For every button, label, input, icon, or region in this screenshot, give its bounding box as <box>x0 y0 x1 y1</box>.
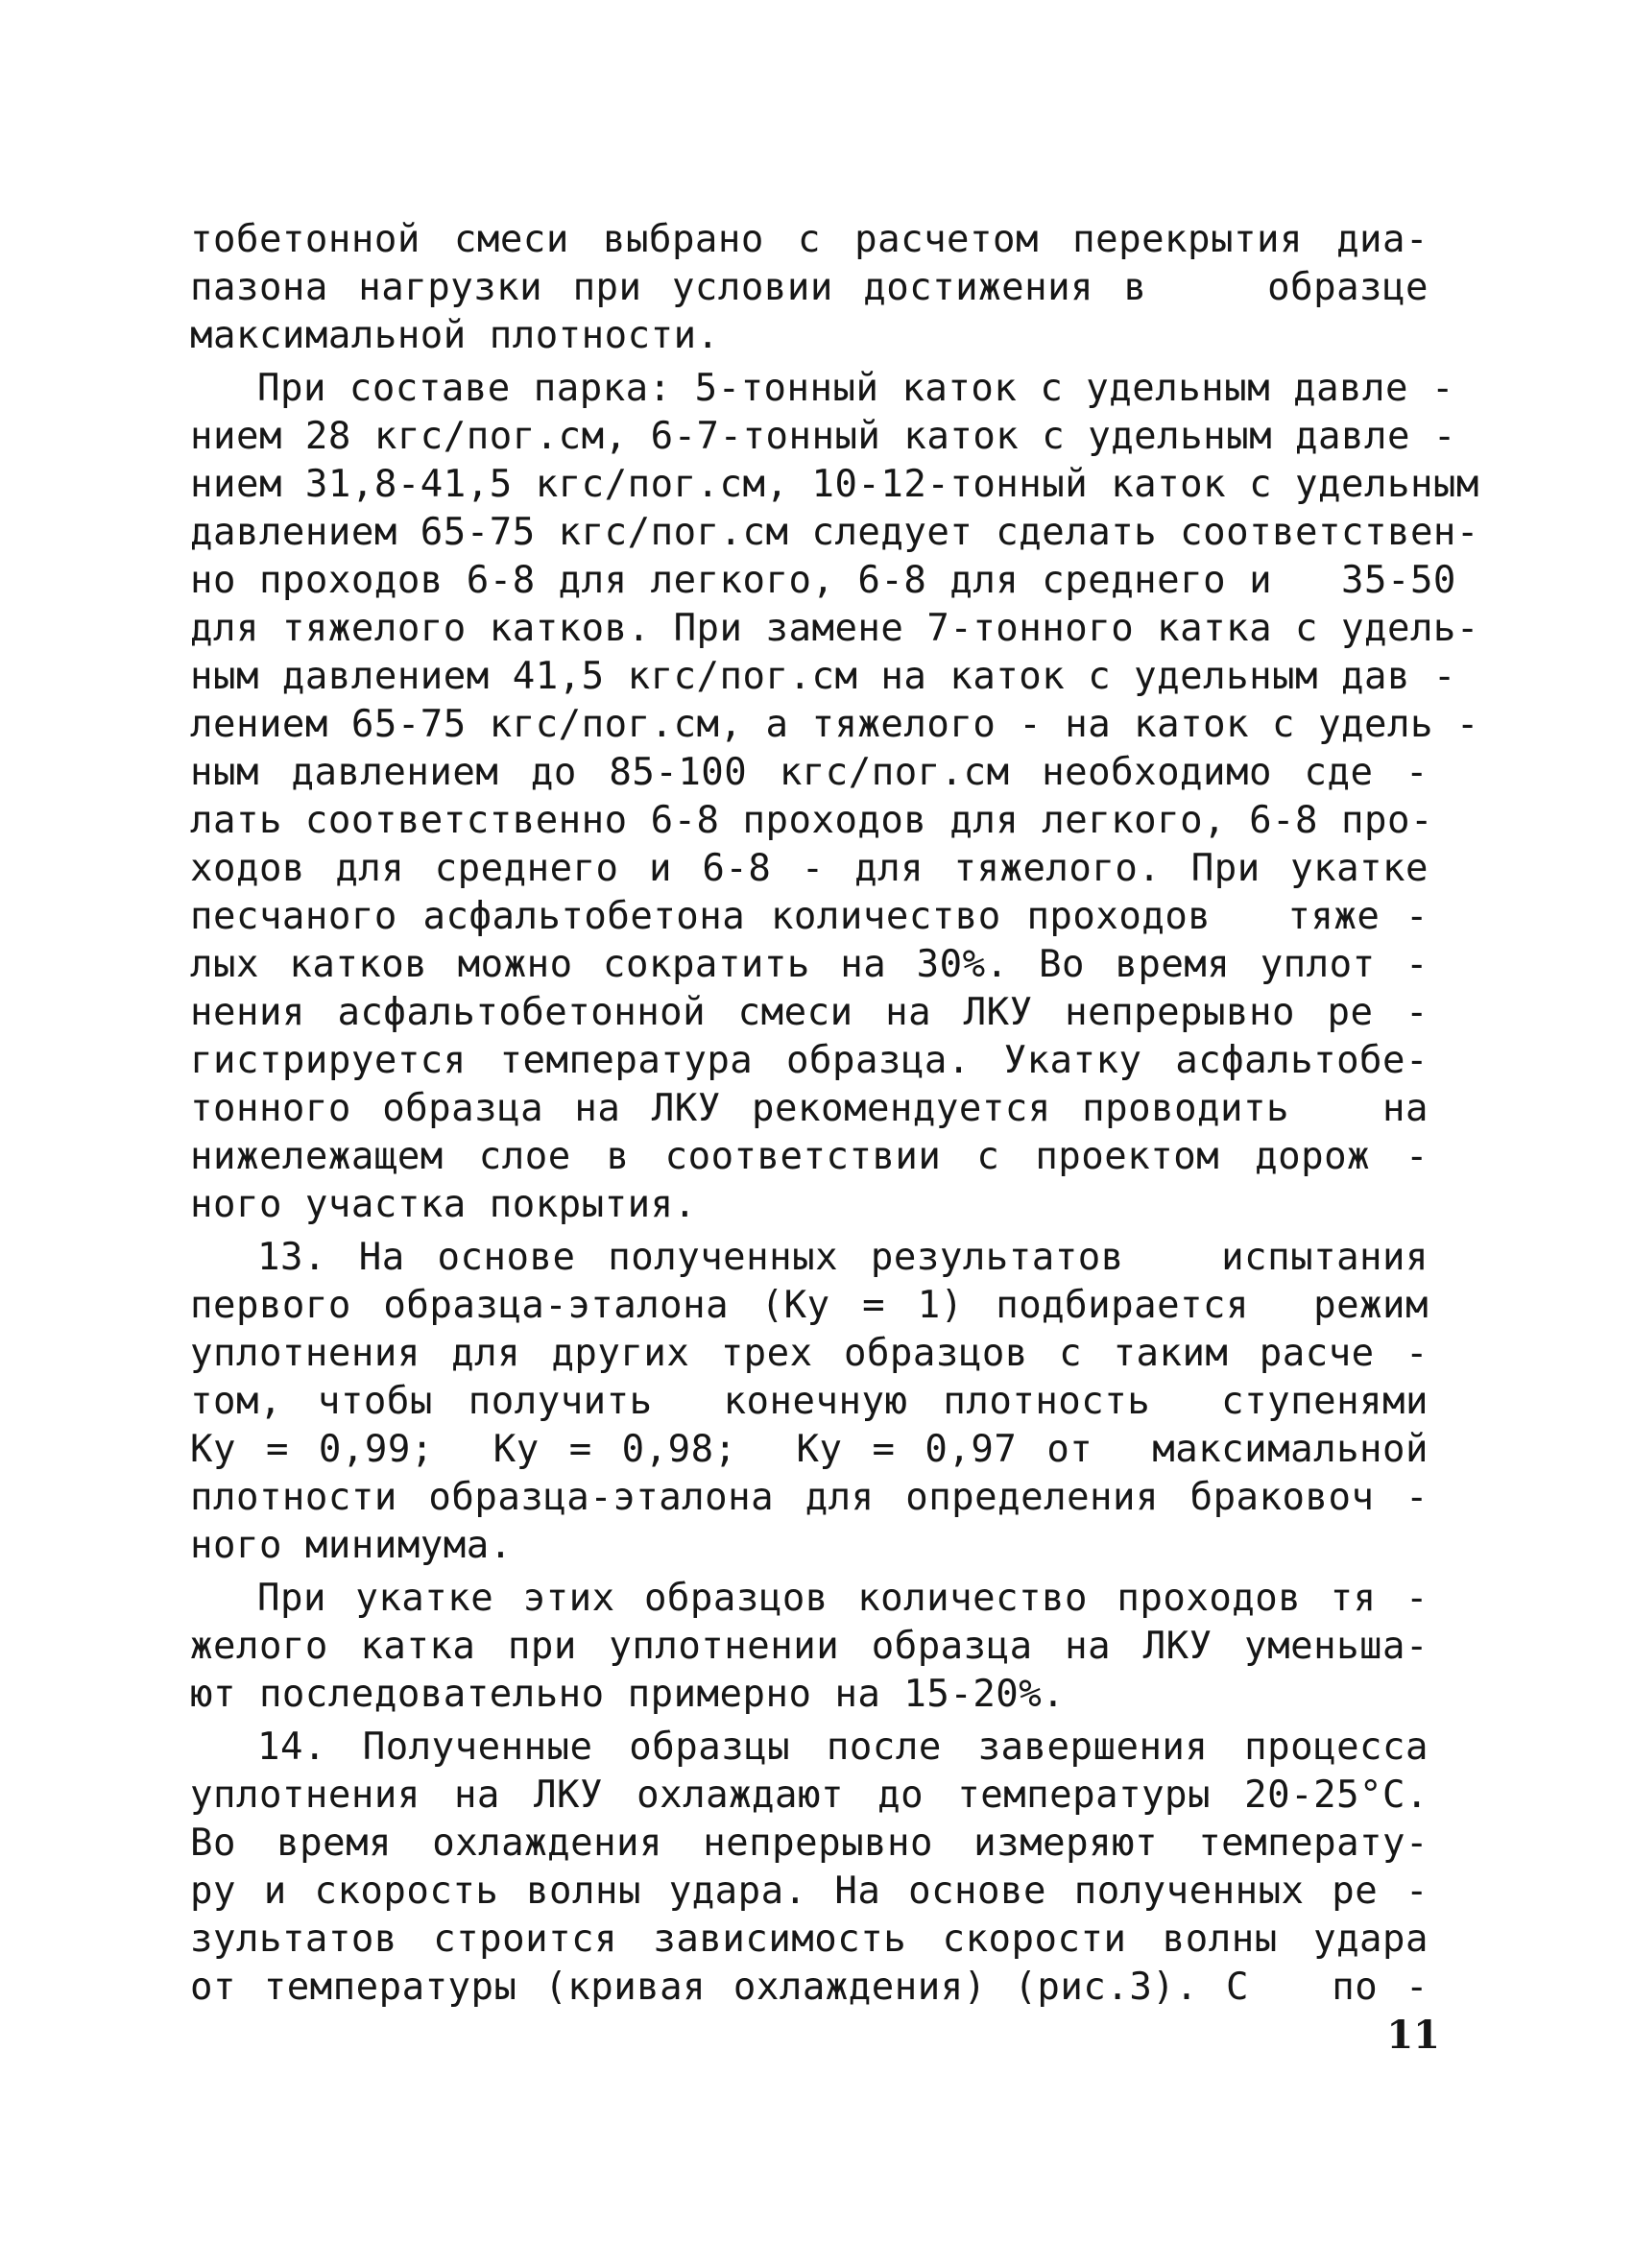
text-line: песчаного асфальтобетона количество проходов тяже - <box>190 895 1429 938</box>
text-line: желого катка при уплотнении образца на ЛКУ уменьша- <box>190 1625 1429 1668</box>
text-line: максимальной плотности. <box>190 314 720 357</box>
text-line: лать соответственно 6-8 проходов для легкого, 6-8 про- <box>190 799 1433 842</box>
text-line: нижележащем слое в соответствии с проектом дорож - <box>190 1135 1429 1178</box>
page-number: 11 <box>1386 2013 1440 2058</box>
text-line: гистрируется температура образца. Укатку асфальтобе- <box>190 1039 1429 1082</box>
text-line: лением 65-75 кгс/пог.см, а тяжелого - на каток с удель - <box>190 703 1479 746</box>
text-line: плотности образца-эталона для определения браковоч - <box>190 1476 1429 1519</box>
text-line: том, чтобы получить конечную плотность ступенями <box>190 1380 1429 1423</box>
text-line: ным давлением до 85-100 кгс/пог.см необходимо сде - <box>190 751 1429 794</box>
text-line: ного участка покрытия. <box>190 1183 697 1226</box>
text-line: Kу = 0,99; Kу = 0,98; Kу = 0,97 от максимальной <box>190 1428 1429 1471</box>
text-line: лых катков можно сократить на 30%. Во время уплот - <box>190 943 1429 986</box>
text-line: При составе парка: 5-тонный каток с удельным давле - <box>257 367 1454 410</box>
text-line: нием 28 кгс/пог.см, 6-7-тонный каток с удельным давле - <box>190 415 1456 458</box>
text-line: для тяжелого катков. При замене 7-тонного катка с удель- <box>190 607 1479 650</box>
text-line: от температуры (кривая охлаждения) (рис.3). С по - <box>190 1966 1429 2009</box>
text-line: 14. Полученные образцы после завершения процесса <box>257 1725 1429 1769</box>
text-line: ру и скорость волны удара. На основе полученных ре - <box>190 1870 1429 1913</box>
text-line: При укатке этих образцов количество проходов тя - <box>257 1577 1429 1620</box>
text-line: ходов для среднего и 6-8 - для тяжелого. При укатке <box>190 847 1429 890</box>
text-line: давлением 65-75 кгс/пог.см следует сделать соответствен- <box>190 511 1479 554</box>
text-line: тонного образца на ЛКУ рекомендуется проводить на <box>190 1087 1429 1130</box>
text-line: но проходов 6-8 для легкого, 6-8 для среднего и 35-50 <box>190 559 1456 602</box>
text-line: Во время охлаждения непрерывно измеряют температу- <box>190 1822 1429 1865</box>
text-line: пазона нагрузки при условии достижения в образце <box>190 266 1429 309</box>
text-line: уплотнения на ЛКУ охлаждают до температуры 20-25°С. <box>190 1773 1429 1817</box>
text-line: нием 31,8-41,5 кгс/пог.см, 10-12-тонный каток с удельным <box>190 463 1479 506</box>
text-line: нения асфальтобетонной смеси на ЛКУ непрерывно ре - <box>190 991 1429 1034</box>
text-line: ным давлением 41,5 кгс/пог.см на каток с удельным дав - <box>190 655 1456 698</box>
text-line: 13. На основе полученных результатов испытания <box>257 1236 1429 1279</box>
text-line: первого образца-эталона (Kу = 1) подбирается режим <box>190 1284 1429 1327</box>
text-line: ного минимума. <box>190 1524 513 1567</box>
text-line: ют последовательно примерно на 15-20%. <box>190 1673 1066 1716</box>
text-line: тобетонной смеси выбрано с расчетом перекрытия диа- <box>190 218 1429 261</box>
text-line: уплотнения для других трех образцов с таким расче - <box>190 1332 1429 1375</box>
text-line: зультатов строится зависимость скорости волны удара <box>190 1918 1429 1961</box>
